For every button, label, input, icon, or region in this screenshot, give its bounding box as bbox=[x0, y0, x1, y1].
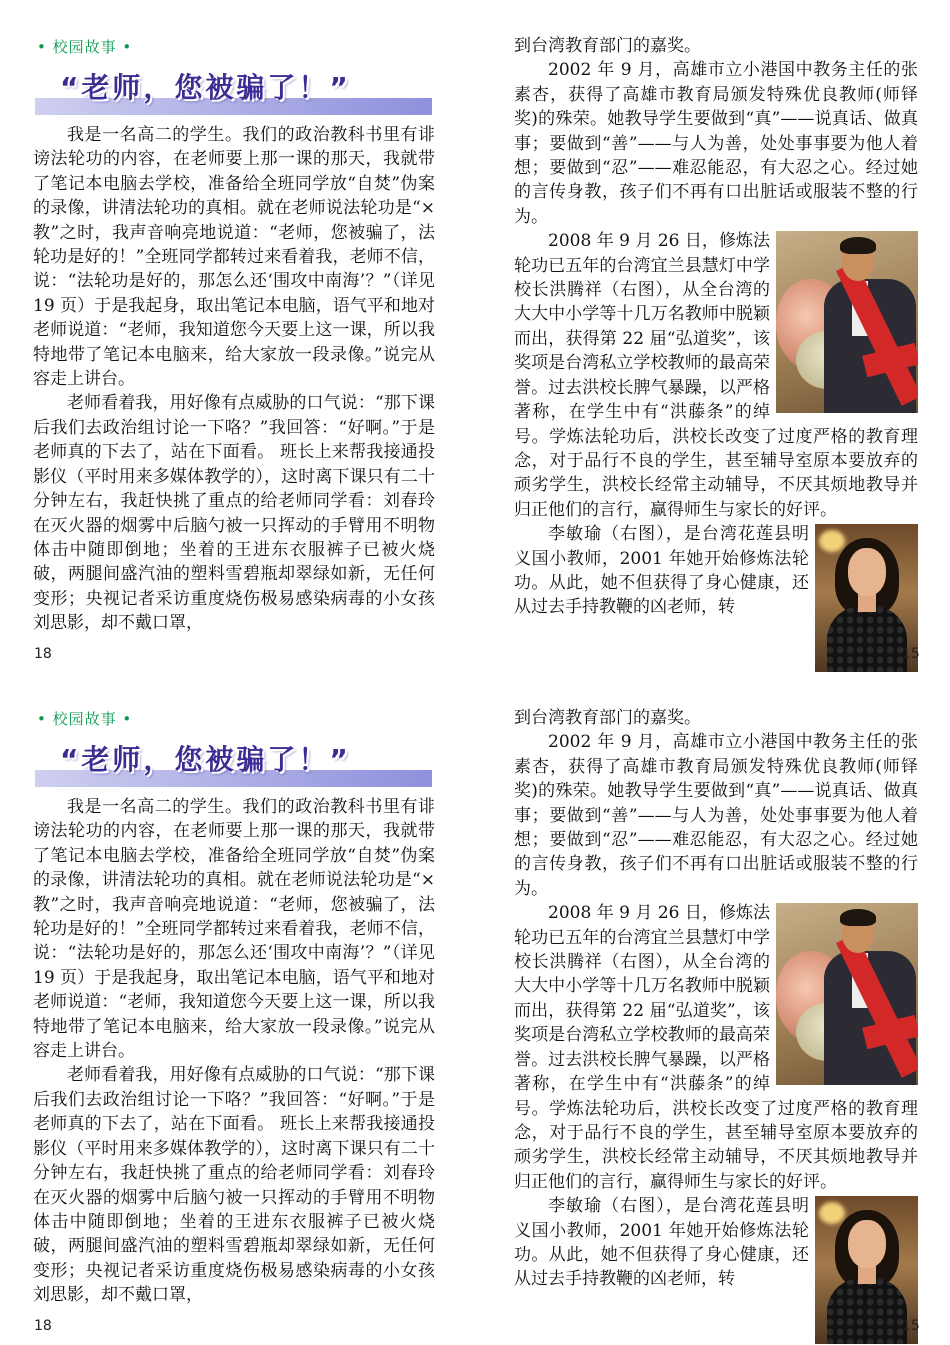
article-title: “老师，您被骗了！” bbox=[60, 71, 351, 104]
left-paragraph-1: 我是一名高二的学生。我们的政治教科书里有诽谤法轮功的内容，在老师要上那一课的那天，我就带了笔记本电脑去学校，准备给全班同学放“自焚”伪案的录像，讲清法轮功的真相。就在老师说法轮功是“×教”之时，我声音响亮地说道：“老师，您被骗了，法轮功是好的！”全班同学都转过来看着我，老师不信，说：“法轮功是好的，那怎么还‘围攻中南海’？”（详见 19 页）于是我起身，取出笔记本电脑，语气平和地对老师说道：“老师，我知道您今天要上这一课，所以我特地带了笔记本电脑来，给大家放一段录像。”说完从容走上讲台。 bbox=[33, 125, 435, 390]
principal-photo bbox=[776, 231, 918, 413]
section-label: • 校园故事 • bbox=[37, 38, 133, 56]
left-column bbox=[33, 795, 435, 1308]
page-number-left: 18 bbox=[34, 1318, 52, 1334]
right-paragraph-2: 2002 年 9 月，高雄市立小港国中教务主任的张素杏，获得了高雄市教育局颁发特殊优良教师(师铎奖)的殊荣。她教导学生要做到“真”——说真话、做真事；要做到“善”——与人为善，处处事事要为他人着想；要做到“忍”——难忍能忍，有大忍之心。经过她的言传身教，孩子们不再有口出脏话或服装不整的行为。 bbox=[514, 732, 918, 899]
left-column bbox=[33, 123, 435, 636]
right-column bbox=[514, 706, 918, 1344]
right-paragraph-2: 2002 年 9 月，高雄市立小港国中教务主任的张素杏，获得了高雄市教育局颁发特殊优良教师(师铎奖)的殊荣。她教导学生要做到“真”——说真话、做真事；要做到“善”——与人为善，处处事事要为他人着想；要做到“忍”——难忍能忍，有大忍之心。经过她的言传身教，孩子们不再有口出脏话或服装不整的行为。 bbox=[514, 60, 918, 227]
man-with-sash-and-flowers-photo-icon bbox=[776, 903, 918, 1085]
page-number-left: 18 bbox=[34, 646, 52, 662]
page-spread-top bbox=[0, 0, 950, 672]
man-with-sash-and-flowers-photo-icon bbox=[776, 231, 918, 413]
right-paragraph-3: 2008 年 9 月 26 日，修炼法轮功已五年的台湾宜兰县慧灯中学校长洪腾祥（右图），从全台湾的大大中小学等十几万名教师中脱颖而出，获得第 22 届“弘道奖”，该奖项是台湾私立学校教师的最高荣誉。过去洪校长脾气暴躁，以严格著称，在学生中有“洪藤条”的绰号。学炼法轮功后，洪校长改变了过度严格的教育理念，对于品行不良的学生，甚至辅导室原本要放弃的顽劣学生，洪校长经常主动辅导，不厌其烦地教导并归正他们的言行，赢得师生与家长的好评。 bbox=[514, 231, 918, 520]
page-number-right: 15 bbox=[902, 646, 920, 662]
section-label: • 校园故事 • bbox=[37, 710, 133, 728]
right-paragraph-4: 李敏瑜（右图），是台湾花莲县明义国小教师，2001 年她开始修炼法轮功。从此，她不但获得了身心健康，还从过去手持教鞭的凶老师，转 bbox=[514, 1196, 809, 1290]
right-paragraph-3: 2008 年 9 月 26 日，修炼法轮功已五年的台湾宜兰县慧灯中学校长洪腾祥（右图），从全台湾的大大中小学等十几万名教师中脱颖而出，获得第 22 届“弘道奖”，该奖项是台湾私立学校教师的最高荣誉。过去洪校长脾气暴躁，以严格著称，在学生中有“洪藤条”的绰号。学炼法轮功后，洪校长改变了过度严格的教育理念，对于品行不良的学生，甚至辅导室原本要放弃的顽劣学生，洪校长经常主动辅导，不厌其烦地教导并归正他们的言行，赢得师生与家长的好评。 bbox=[514, 903, 918, 1192]
right-paragraph-1: 到台湾教育部门的嘉奖。 bbox=[514, 708, 701, 728]
page-spread-bottom bbox=[0, 672, 950, 1344]
principal-photo bbox=[776, 903, 918, 1085]
right-paragraph-4: 李敏瑜（右图），是台湾花莲县明义国小教师，2001 年她开始修炼法轮功。从此，她不但获得了身心健康，还从过去手持教鞭的凶老师，转 bbox=[514, 524, 809, 618]
page-number-right: 15 bbox=[902, 1318, 920, 1334]
left-paragraph-2: 老师看着我，用好像有点威胁的口气说：“那下课后我们去政治组讨论一下咯？”我回答：“好啊。”于是老师真的下去了，站在下面看。 班长上来帮我接通投影仪（平时用来多媒体教学的），这时离下课只有二十分钟左右，我赶快挑了重点的给老师同学看：刘春玲在灭火器的烟雾中后脑勺被一只挥动的手臂用不明物体击中随即倒地；坐着的王进东衣服裤子已被火烧破，两腿间盛汽油的塑料雪碧瓶却翠绿如新，无任何变形；央视记者采访重度烧伤极易感染病毒的小女孩刘思影，却不戴口罩， bbox=[33, 393, 435, 634]
left-paragraph-2: 老师看着我，用好像有点威胁的口气说：“那下课后我们去政治组讨论一下咯？”我回答：“好啊。”于是老师真的下去了，站在下面看。 班长上来帮我接通投影仪（平时用来多媒体教学的），这时离下课只有二十分钟左右，我赶快挑了重点的给老师同学看：刘春玲在灭火器的烟雾中后脑勺被一只挥动的手臂用不明物体击中随即倒地；坐着的王进东衣服裤子已被火烧破，两腿间盛汽油的塑料雪碧瓶却翠绿如新，无任何变形；央视记者采访重度烧伤极易感染病毒的小女孩刘思影，却不戴口罩， bbox=[33, 1065, 435, 1306]
right-paragraph-1: 到台湾教育部门的嘉奖。 bbox=[514, 36, 701, 56]
left-paragraph-1: 我是一名高二的学生。我们的政治教科书里有诽谤法轮功的内容，在老师要上那一课的那天，我就带了笔记本电脑去学校，准备给全班同学放“自焚”伪案的录像，讲清法轮功的真相。就在老师说法轮功是“×教”之时，我声音响亮地说道：“老师，您被骗了，法轮功是好的！”全班同学都转过来看着我，老师不信，说：“法轮功是好的，那怎么还‘围攻中南海’？”（详见 19 页）于是我起身，取出笔记本电脑，语气平和地对老师说道：“老师，我知道您今天要上这一课，所以我特地带了笔记本电脑来，给大家放一段录像。”说完从容走上讲台。 bbox=[33, 797, 435, 1062]
right-column bbox=[514, 34, 918, 672]
article-title: “老师，您被骗了！” bbox=[60, 743, 351, 776]
